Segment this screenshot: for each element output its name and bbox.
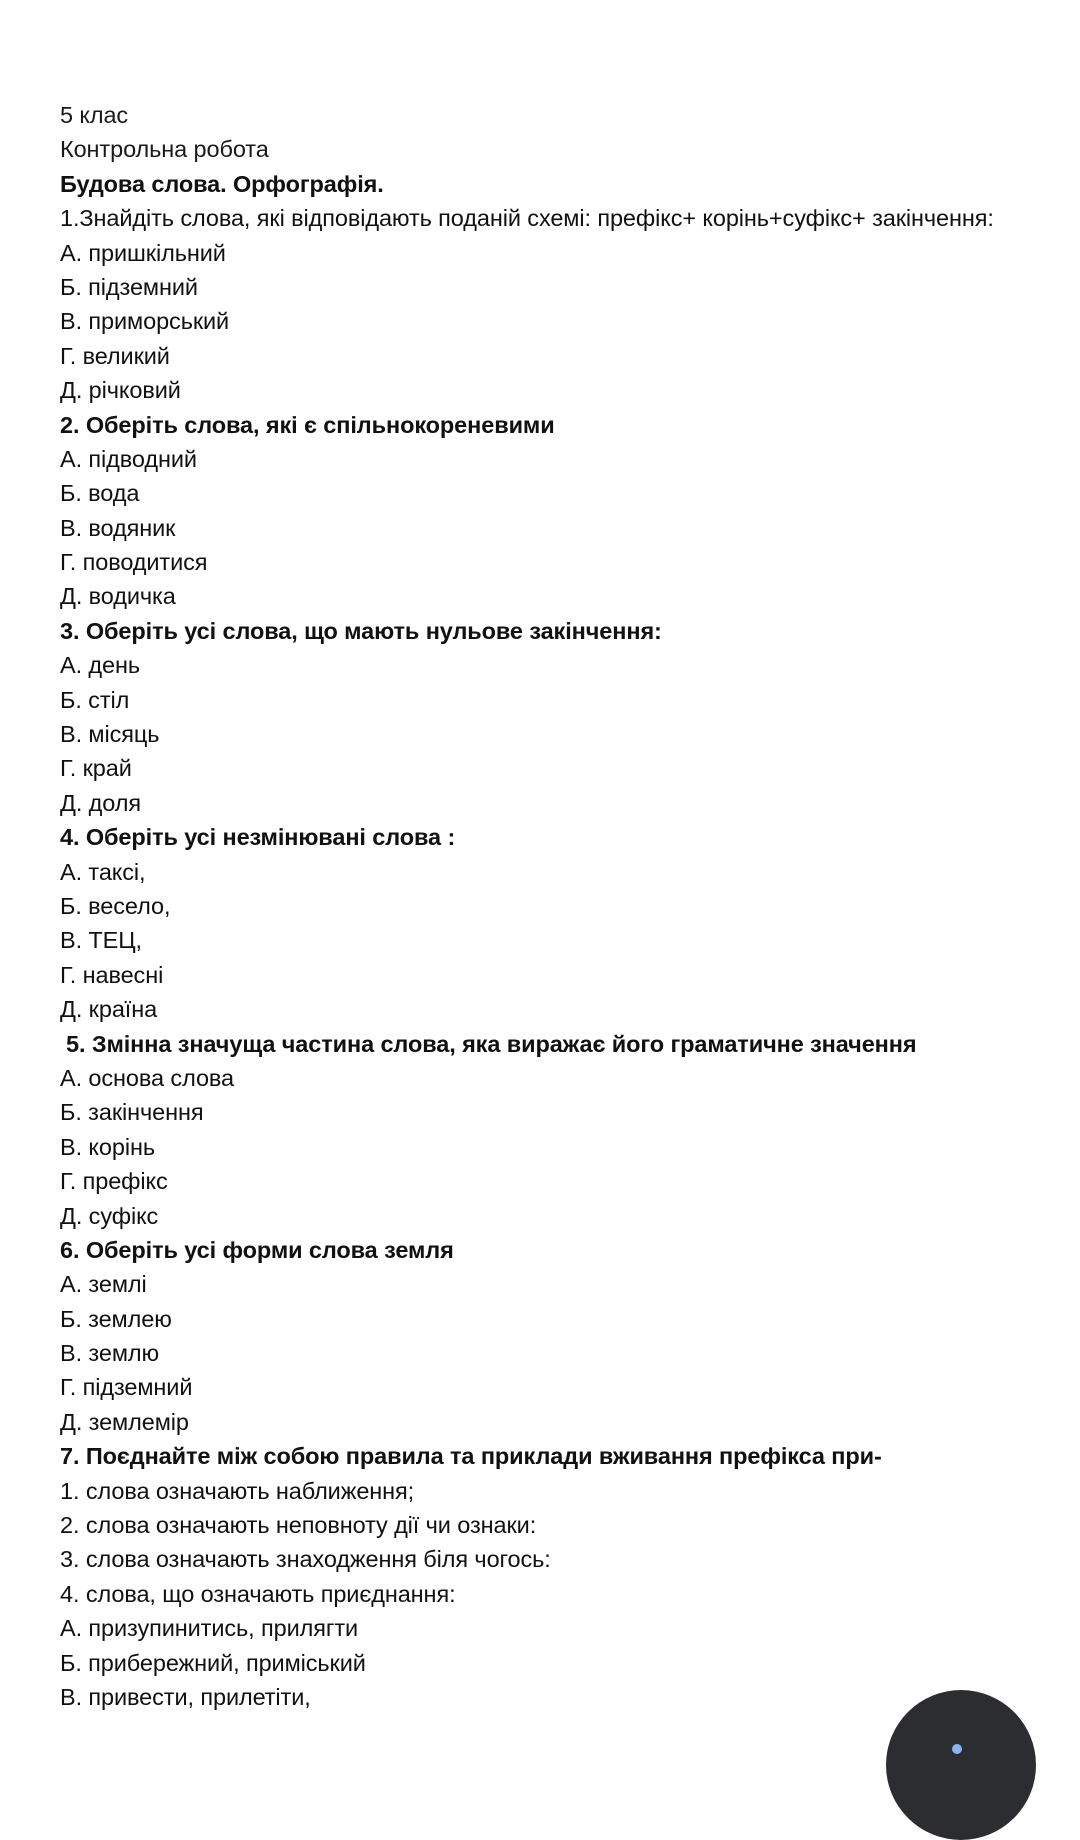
question-7-option-a: А. призупинитись, прилягти (60, 1615, 359, 1642)
document-body (60, 98, 1060, 1714)
question-5-option-d: Д. суфікс (60, 1202, 159, 1229)
work-type-label: Контрольна робота (60, 136, 269, 163)
question-2-option-a: А. підводний (60, 445, 197, 472)
question-3-option-h: Г. край (60, 755, 132, 782)
question-2-text: 2. Оберіть слова, які є спільнокореневими (60, 411, 555, 438)
question-6-text: 6. Оберіть усі форми слова земля (60, 1236, 454, 1263)
question-7-rule-4: 4. слова, що означають приєднання: (60, 1580, 456, 1607)
question-7-text: 7. Поєднайте між собою правила та приклади вживання префікса при- (60, 1443, 882, 1470)
question-4-option-d: Д. країна (60, 996, 158, 1023)
question-4-option-h: Г. навесні (60, 961, 164, 988)
floating-action-button[interactable] (886, 1690, 1036, 1840)
question-3-option-b: Б. стіл (60, 686, 130, 713)
question-3-text: 3. Оберіть усі слова, що мають нульове закінчення: (60, 617, 662, 644)
question-1-option-v: В. приморський (60, 308, 230, 335)
question-3-option-d: Д. доля (60, 789, 141, 816)
question-2-option-b: Б. вода (60, 480, 140, 507)
question-1-text: 1.Знайдіть слова, які відповідають поданій схемі: префікс+ корінь+суфікс+ закінчення: (60, 205, 994, 232)
question-5-text: 5. Змінна значуща частина слова, яка виражає його граматичне значення (66, 1030, 917, 1057)
question-3-option-v: В. місяць (60, 721, 160, 748)
question-7-option-b: Б. прибережний, приміський (60, 1649, 366, 1676)
question-5-option-h: Г. префікс (60, 1168, 168, 1195)
question-4-text: 4. Оберіть усі незмінювані слова : (60, 824, 456, 851)
question-4-option-v: В. ТЕЦ, (60, 927, 142, 954)
question-1-option-b: Б. підземний (60, 273, 198, 300)
question-2-option-v: В. водяник (60, 514, 176, 541)
grade-label: 5 клас (60, 102, 129, 128)
question-5-option-a: А. основа слова (60, 1064, 235, 1091)
question-7-rule-1: 1. слова означають наближення; (60, 1477, 415, 1504)
question-1-option-d: Д. річковий (60, 377, 181, 404)
question-7-option-v: В. привести, прилетіти, (60, 1683, 311, 1710)
question-1-option-a: А. пришкільний (60, 239, 226, 266)
question-5-option-b: Б. закінчення (60, 1099, 204, 1126)
question-4-option-b: Б. весело, (60, 892, 171, 919)
question-6-option-a: А. землі (60, 1271, 147, 1298)
question-1-option-h: Г. великий (60, 342, 170, 369)
circle-dot-icon (952, 1744, 962, 1754)
question-6-option-v: В. землю (60, 1340, 160, 1367)
topic-title: Будова слова. Орфографія. (60, 170, 384, 197)
question-3-option-a: А. день (60, 652, 141, 679)
question-7-rule-3: 3. слова означають знаходження біля чогось: (60, 1546, 551, 1573)
question-6-option-h: Г. підземний (60, 1374, 193, 1401)
question-4-option-a: А. таксі, (60, 858, 146, 885)
question-2-option-d: Д. водичка (60, 583, 176, 610)
question-6-option-b: Б. землею (60, 1305, 172, 1332)
question-7-rule-2: 2. слова означають неповноту дії чи ознаки: (60, 1512, 537, 1539)
question-6-option-d: Д. землемір (60, 1408, 189, 1435)
question-5-option-v: В. корінь (60, 1133, 155, 1160)
question-2-option-h: Г. поводитися (60, 549, 208, 576)
